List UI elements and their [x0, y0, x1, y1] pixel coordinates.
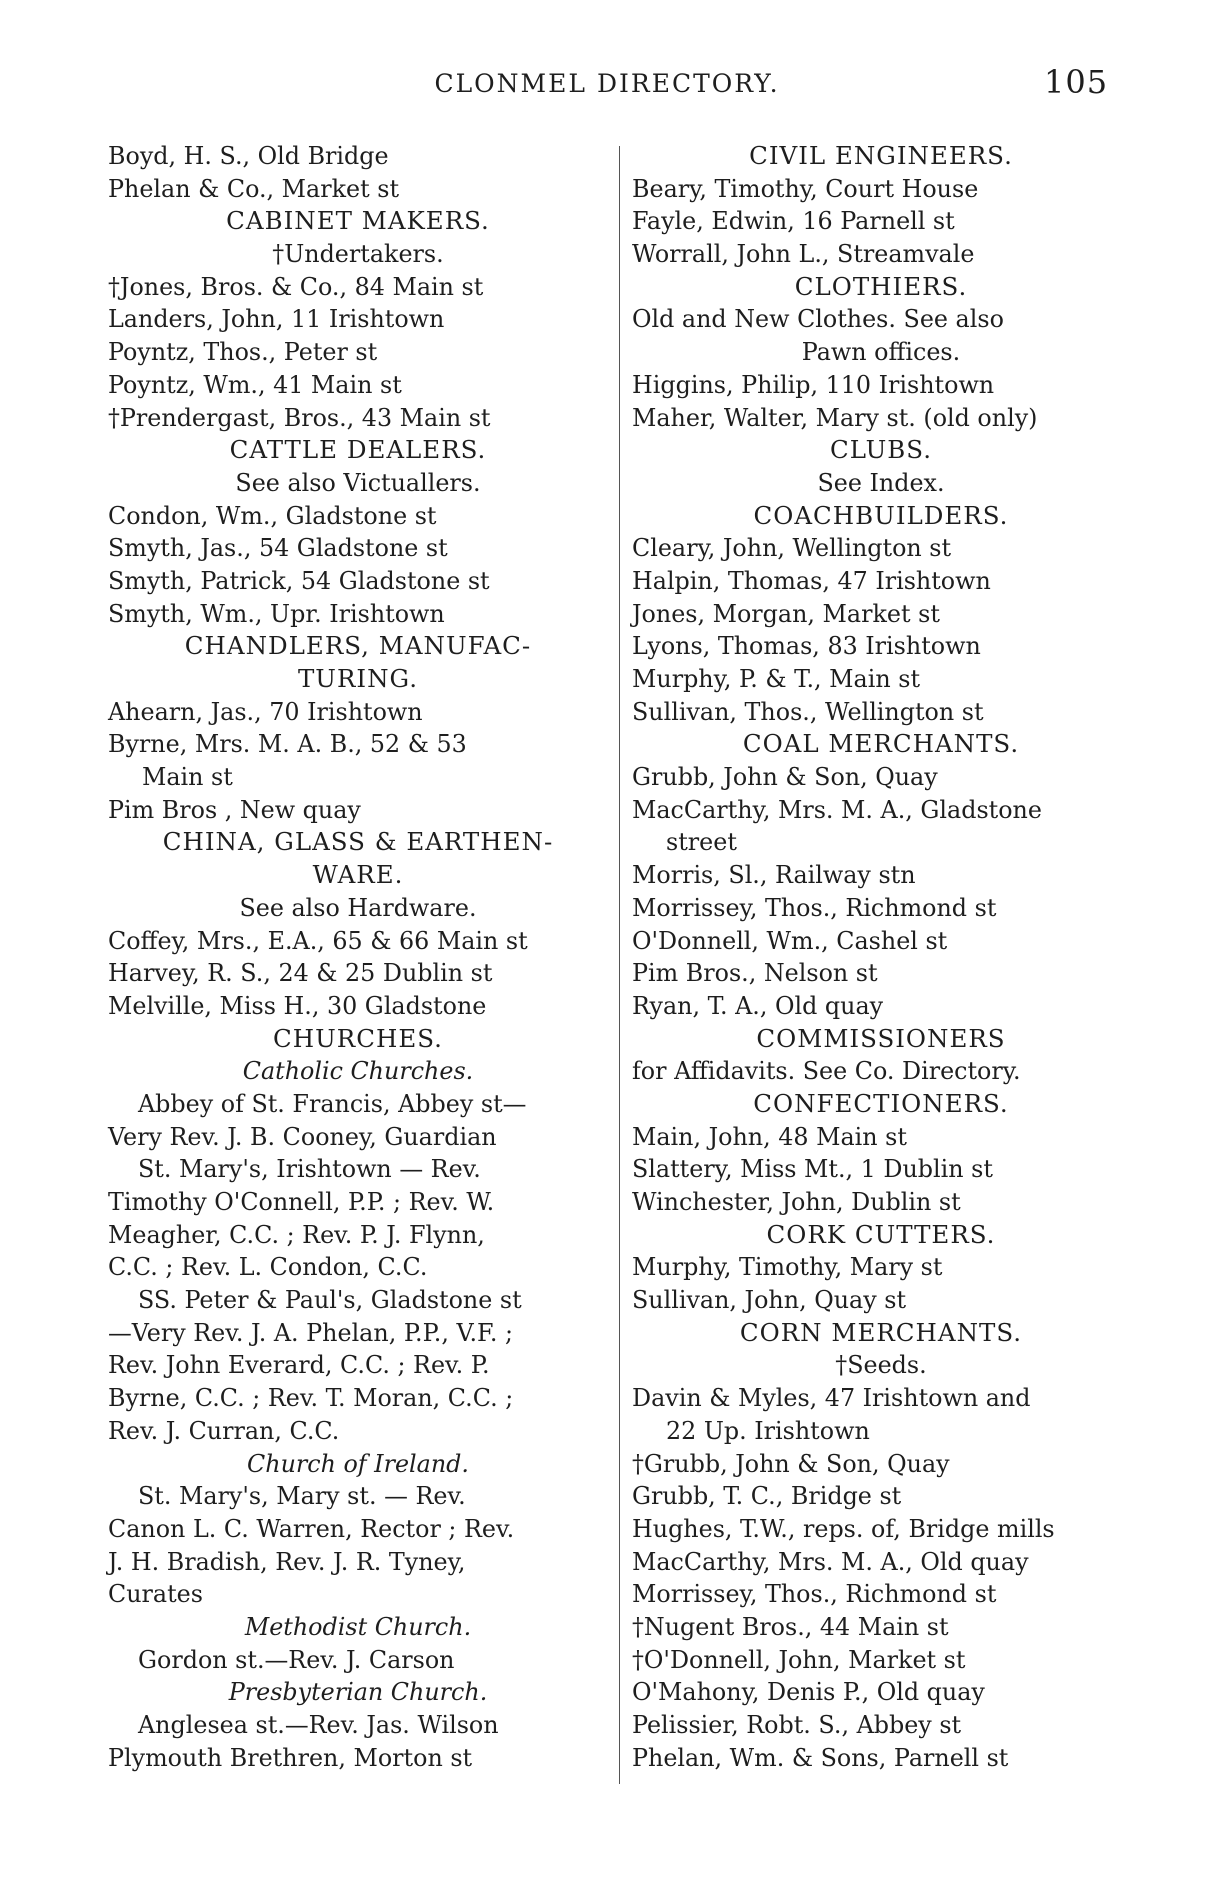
directory-entry: Pim Bros., Nelson st: [632, 959, 878, 988]
directory-entry: Sullivan, Thos., Wellington st: [632, 697, 984, 726]
section-heading: CIVIL ENGINEERS.: [749, 141, 1013, 170]
directory-entry: Lyons, Thomas, 83 Irishtown: [632, 632, 981, 661]
section-note: See also Hardware.: [239, 893, 477, 922]
directory-entry: Rev. John Everard, C.C. ; Rev. P.: [108, 1351, 490, 1380]
section-heading: CORN MERCHANTS.: [739, 1317, 1023, 1347]
directory-entry: †O'Donnell, John, Market st: [632, 1645, 966, 1674]
directory-entry: Smyth, Jas., 54 Gladstone st: [108, 534, 448, 563]
directory-entry: Very Rev. J. B. Cooney, Guardian: [108, 1122, 497, 1151]
section-heading: CLUBS.: [829, 435, 933, 465]
directory-entry: for Affidavits. See Co. Directory.: [632, 1057, 1021, 1086]
directory-entry: Meagher, C.C. ; Rev. P. J. Flynn,: [108, 1220, 485, 1249]
directory-entry: Harvey, R. S., 24 & 25 Dublin st: [108, 959, 493, 988]
section-heading: WARE.: [312, 860, 404, 890]
right-column: [632, 140, 1130, 1774]
directory-entry: Grubb, T. C., Bridge st: [632, 1482, 902, 1511]
directory-entry: Grubb, John & Son, Quay: [632, 763, 938, 792]
directory-entry: Morrissey, Thos., Richmond st: [632, 1580, 997, 1609]
directory-entry: Halpin, Thomas, 47 Irishtown: [632, 566, 991, 595]
directory-entry: †Nugent Bros., 44 Main st: [632, 1612, 949, 1641]
directory-entry: Davin & Myles, 47 Irishtown and: [632, 1384, 1031, 1413]
directory-entry: O'Donnell, Wm., Cashel st: [632, 926, 948, 955]
column-divider: [619, 146, 620, 1784]
church-entry: Gordon st.—Rev. J. Carson: [138, 1645, 455, 1674]
section-heading: CABINET MAKERS.: [226, 206, 490, 236]
directory-entry: C.C. ; Rev. L. Condon, C.C.: [108, 1253, 428, 1282]
directory-entry: Cleary, John, Wellington st: [632, 534, 952, 563]
directory-entry: Old and New Clothes. See also: [632, 305, 1004, 334]
section-heading: COAL MERCHANTS.: [742, 729, 1020, 759]
directory-entry: Boyd, H. S., Old Bridge: [108, 142, 389, 170]
directory-entry: Slattery, Miss Mt., 1 Dublin st: [632, 1155, 993, 1184]
directory-entry: Sullivan, John, Quay st: [632, 1286, 907, 1315]
directory-entry: †Prendergast, Bros., 43 Main st: [108, 403, 491, 432]
section-heading: COMMISSIONERS: [756, 1023, 1006, 1053]
directory-entry: Melville, Miss H., 30 Gladstone: [108, 991, 487, 1020]
directory-entry: Winchester, John, Dublin st: [632, 1188, 961, 1216]
section-note: See also Victuallers.: [235, 468, 481, 497]
directory-entry: Smyth, Wm., Upr. Irishtown: [108, 599, 445, 628]
directory-entry: Fayle, Edwin, 16 Parnell st: [632, 207, 955, 236]
church-entry: St. Mary's, Mary st. — Rev.: [138, 1482, 466, 1511]
directory-entry: Main, John, 48 Main st: [632, 1122, 907, 1151]
directory-entry: Jones, Morgan, Market st: [632, 599, 940, 628]
directory-entry: J. H. Bradish, Rev. J. R. Tyney,: [108, 1547, 466, 1576]
directory-entry: †Jones, Bros. & Co., 84 Main st: [108, 272, 484, 301]
directory-entry: Poyntz, Wm., 41 Main st: [108, 370, 402, 399]
entry-continuation: Main st: [142, 763, 233, 792]
directory-entry: MacCarthy, Mrs. M. A., Gladstone: [632, 795, 1042, 824]
directory-entry: Timothy O'Connell, P.P. ; Rev. W.: [108, 1188, 495, 1216]
directory-entry: O'Mahony, Denis P., Old quay: [632, 1678, 985, 1707]
section-heading: COACHBUILDERS.: [753, 500, 1009, 530]
left-column: [108, 140, 608, 1774]
section-heading: CATTLE DEALERS.: [229, 435, 487, 465]
directory-entry: Smyth, Patrick, 54 Gladstone st: [108, 566, 490, 595]
section-note: Pawn offices.: [801, 338, 961, 367]
section-note: See Index.: [817, 468, 945, 497]
directory-entry: Morrissey, Thos., Richmond st: [632, 893, 997, 922]
section-heading: CHINA, GLASS & EARTHEN-: [162, 827, 554, 857]
directory-entry: Phelan & Co., Market st: [108, 174, 400, 203]
directory-entry: Phelan, Wm. & Sons, Parnell st: [632, 1743, 1009, 1772]
directory-entry: Rev. J. Curran, C.C.: [108, 1416, 340, 1445]
church-entry: St. Mary's, Irishtown — Rev.: [138, 1155, 481, 1184]
directory-entry: Byrne, C.C. ; Rev. T. Moran, C.C. ;: [108, 1384, 514, 1413]
directory-entry: Canon L. C. Warren, Rector ; Rev.: [108, 1514, 515, 1543]
directory-entry: Curates: [108, 1580, 203, 1609]
subsection-heading: Methodist Church.: [244, 1612, 472, 1641]
directory-entry: Morris, Sl., Railway stn: [632, 861, 916, 890]
church-entry: Anglesea st.—Rev. Jas. Wilson: [138, 1711, 499, 1739]
section-note: †Undertakers.: [272, 240, 444, 269]
section-heading: CONFECTIONERS.: [753, 1088, 1009, 1118]
directory-entry: †Grubb, John & Son, Quay: [632, 1449, 950, 1478]
directory-entry: Beary, Timothy, Court House: [632, 174, 979, 203]
directory-entry: Ryan, T. A., Old quay: [632, 991, 884, 1020]
directory-entry: —Very Rev. J. A. Phelan, P.P., V.F. ;: [108, 1318, 513, 1347]
directory-entry: Murphy, P. & T., Main st: [632, 665, 921, 693]
directory-entry: Maher, Walter, Mary st. (old only): [632, 403, 1038, 432]
directory-entry: Murphy, Timothy, Mary st: [632, 1253, 943, 1282]
directory-entry: Condon, Wm., Gladstone st: [108, 501, 437, 530]
directory-entry: Pim Bros , New quay: [108, 795, 361, 824]
section-heading: TURING.: [297, 664, 419, 693]
section-heading: CHANDLERS, MANUFAC-: [184, 631, 532, 661]
church-entry: SS. Peter & Paul's, Gladstone st: [138, 1286, 522, 1315]
directory-entry: Ahearn, Jas., 70 Irishtown: [108, 697, 423, 726]
directory-entry: Byrne, Mrs. M. A. B., 52 & 53: [108, 730, 467, 759]
subsection-heading: Catholic Churches.: [242, 1057, 474, 1086]
section-heading: CORK CUTTERS.: [766, 1219, 996, 1249]
subsection-heading: Church of Ireland.: [247, 1449, 469, 1478]
section-heading: CLOTHIERS.: [794, 271, 968, 301]
directory-entry: Worrall, John L., Streamvale: [632, 240, 975, 269]
directory-entry: Higgins, Philip, 110 Irishtown: [632, 370, 995, 399]
subsection-heading: Presbyterian Church.: [228, 1678, 488, 1707]
directory-entry: Coffey, Mrs., E.A., 65 & 66 Main st: [108, 926, 528, 955]
church-entry: Abbey of St. Francis, Abbey st—: [138, 1089, 527, 1118]
directory-entry: Plymouth Brethren, Morton st: [108, 1743, 473, 1772]
section-note: †Seeds.: [835, 1351, 927, 1380]
entry-continuation: street: [666, 828, 737, 857]
section-heading: CHURCHES.: [273, 1023, 443, 1053]
directory-entry: Pelissier, Robt. S., Abbey st: [632, 1711, 962, 1739]
page-number: 105: [1044, 63, 1109, 101]
entry-continuation: 22 Up. Irishtown: [666, 1416, 870, 1445]
directory-entry: Landers, John, 11 Irishtown: [108, 305, 445, 334]
directory-entry: Poyntz, Thos., Peter st: [108, 338, 378, 367]
directory-entry: Hughes, T.W., reps. of, Bridge mills: [632, 1514, 1055, 1543]
directory-entry: MacCarthy, Mrs. M. A., Old quay: [632, 1547, 1029, 1576]
running-header-title: CLONMEL DIRECTORY.: [434, 69, 780, 98]
